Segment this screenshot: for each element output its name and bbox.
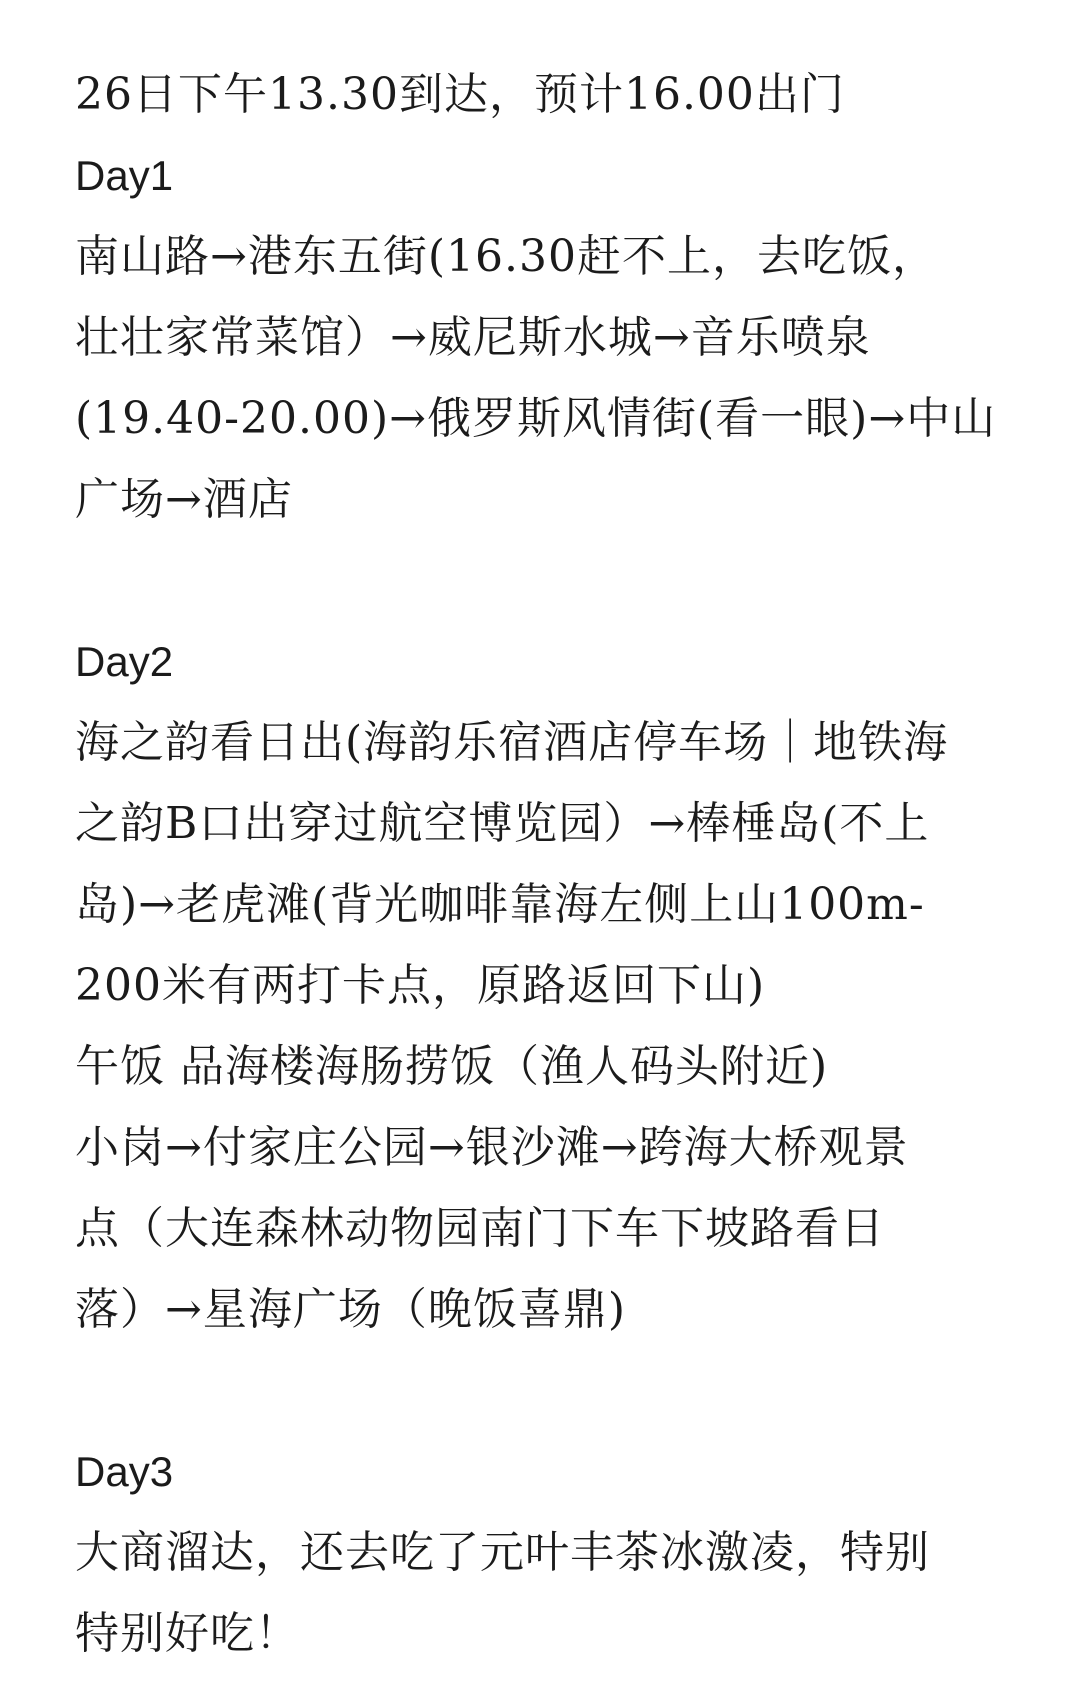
itinerary-note bbox=[75, 54, 1015, 1674]
day1-title: Day1 bbox=[75, 152, 174, 199]
blank-line bbox=[75, 540, 1015, 621]
day2-line-2: 之韵B口出穿过航空博览园）→棒棰岛(不上 bbox=[75, 798, 930, 849]
day2-line-4: 200米有两打卡点，原路返回下山) bbox=[75, 960, 766, 1011]
blank-line bbox=[75, 1350, 1015, 1431]
day2-line-3: 岛)→老虎滩(背光咖啡靠海左侧上山100m- bbox=[75, 879, 925, 930]
day1-line-4: 广场→酒店 bbox=[75, 474, 293, 525]
day1-line-3: (19.40-20.00)→俄罗斯风情街(看一眼)→中山 bbox=[75, 393, 997, 444]
day1-line-2: 壮壮家常菜馆）→威尼斯水城→音乐喷泉 bbox=[75, 312, 871, 363]
day2-line-7: 点（大连森林动物园南门下车下坡路看日 bbox=[75, 1203, 885, 1254]
day3-line-1: 大商溜达，还去吃了元叶丰茶冰激凌，特别 bbox=[75, 1527, 930, 1578]
day2-line-5: 午饭 品海楼海肠捞饭（渔人码头附近) bbox=[75, 1041, 829, 1092]
day2-title: Day2 bbox=[75, 638, 174, 685]
day1-line-1: 南山路→港东五街(16.30赶不上，去吃饭， bbox=[75, 231, 937, 282]
day2-line-1: 海之韵看日出(海韵乐宿酒店停车场｜地铁海 bbox=[75, 717, 949, 768]
day3-line-2: 特别好吃！ bbox=[75, 1608, 300, 1659]
arrival-line: 26日下午13.30到达，预计16.00出门 bbox=[75, 69, 845, 120]
day2-line-6: 小岗→付家庄公园→银沙滩→跨海大桥观景 bbox=[75, 1122, 909, 1173]
day3-title: Day3 bbox=[75, 1448, 174, 1495]
day2-line-8: 落）→星海广场（晚饭喜鼎) bbox=[75, 1284, 627, 1335]
